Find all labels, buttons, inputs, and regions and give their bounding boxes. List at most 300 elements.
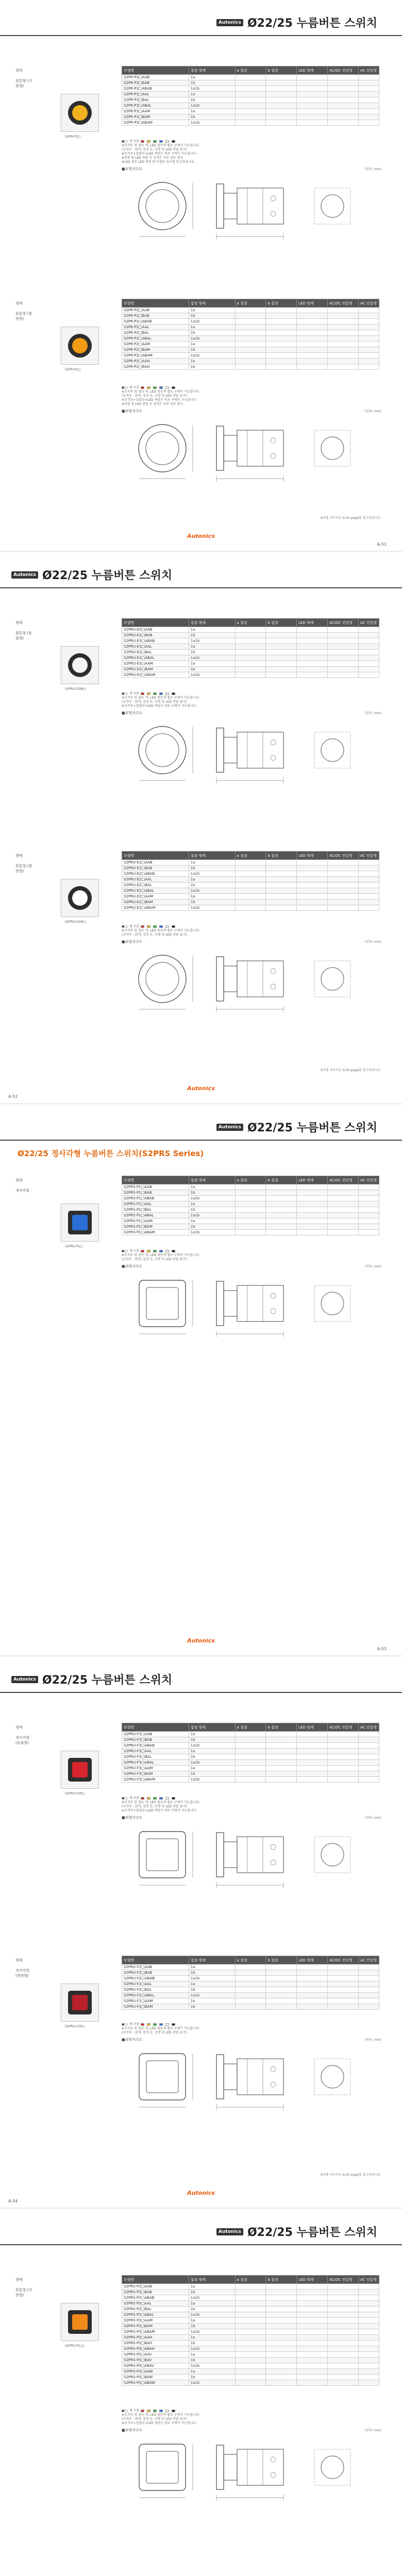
empty-cell: [359, 1998, 379, 2004]
empty-cell: [297, 644, 328, 650]
model-cell: S2PRS-P3□AAB: [122, 2284, 189, 2290]
model-cell: S2PRU-F2□AAM: [122, 1998, 189, 2004]
color-swatch: [153, 925, 157, 928]
table-row: [122, 2341, 379, 2346]
empty-cell: [266, 97, 297, 103]
table-row: [122, 92, 379, 97]
empty-cell: [328, 1213, 359, 1218]
empty-cell: [266, 114, 297, 120]
empty-cell: [266, 672, 297, 678]
empty-cell: [297, 2301, 328, 2307]
empty-cell: [235, 1970, 266, 1976]
contact-cell: 1a: [189, 644, 235, 650]
model-cell: S2PRS-P3□ABAH: [122, 2346, 189, 2352]
color-swatch: [172, 2023, 175, 2026]
spec-notes: [122, 696, 369, 708]
empty-cell: [235, 97, 266, 103]
front-view-inner: [146, 1839, 178, 1871]
empty-cell: [266, 92, 297, 97]
contact-cell: 1a1b: [189, 103, 235, 109]
model-cell: S2PRS-P3□AAM: [122, 2318, 189, 2324]
empty-cell: [359, 877, 379, 883]
contact-cell: 1a: [189, 2301, 235, 2307]
empty-cell: [359, 1207, 379, 1213]
section-kind-label: 형태: [15, 621, 23, 625]
note-line: (조작부 : 흰색, 검정 등, 조명 및 LED 전압 표기): [122, 2031, 187, 2035]
empty-cell: [235, 359, 266, 364]
product-photo: [61, 1751, 99, 1789]
empty-cell: [328, 883, 359, 888]
empty-cell: [266, 1732, 297, 1737]
table-row: [122, 2358, 379, 2363]
note-line: ※조작부 및 점등 색, LED 점등색 별로 구매가 가능합니다.: [122, 929, 200, 933]
model-cell: S2PRU-E3□ABAB: [122, 638, 189, 644]
contact-cell: 1a: [189, 308, 235, 313]
color-swatch: [147, 1250, 150, 1252]
page-title: Ø22/25 누름버튼 스위치: [247, 17, 377, 30]
empty-cell: [359, 894, 379, 900]
dimension-drawing: [129, 1270, 371, 1347]
page-header: [0, 11, 402, 36]
empty-cell: [266, 1184, 297, 1190]
table-row: [122, 80, 379, 86]
empty-cell: [359, 2318, 379, 2324]
empty-cell: [359, 1732, 379, 1737]
color-swatch: [153, 2023, 157, 2026]
empty-cell: [297, 1970, 328, 1976]
model-cell: S2PRU-E2□ABAL: [122, 888, 189, 894]
table-row: [122, 1760, 379, 1766]
table-row: [122, 1754, 379, 1760]
empty-cell: [297, 1184, 328, 1190]
contact-cell: 1a: [189, 109, 235, 114]
empty-cell: [235, 1207, 266, 1213]
model-cell: S2PRS-P1□BAM: [122, 1224, 189, 1230]
empty-cell: [328, 905, 359, 911]
contact-cell: 1b: [189, 2004, 235, 2010]
model-cell: S2PRS-P1□AAB: [122, 1184, 189, 1190]
section-kind-label: 형태: [15, 69, 23, 73]
section-kind-label: 형태: [15, 1178, 23, 1182]
table-row: [122, 871, 379, 877]
empty-cell: [297, 1998, 328, 2004]
empty-cell: [235, 2375, 266, 2380]
empty-cell: [297, 319, 328, 325]
empty-cell: [297, 1987, 328, 1993]
empty-cell: [359, 2363, 379, 2369]
model-cell: S2PR-P2□AAL: [122, 325, 189, 330]
empty-cell: [266, 1760, 297, 1766]
empty-cell: [359, 75, 379, 80]
note-line: (조작부 : 흰색, 검정 등, 조명 및 LED 전압 표기): [122, 394, 187, 398]
empty-cell: [297, 1766, 328, 1771]
table-row: [122, 860, 379, 866]
note-line: (조작부 : 흰색, 검정 등, 조명 및 LED 전압 표기): [122, 1805, 187, 1808]
contact-cell: 1a: [189, 2284, 235, 2290]
empty-cell: [359, 2307, 379, 2312]
empty-cell: [328, 661, 359, 667]
empty-cell: [359, 359, 379, 364]
empty-cell: [235, 2358, 266, 2363]
empty-cell: [297, 2312, 328, 2318]
dimension-drawing: [129, 945, 371, 1023]
empty-cell: [359, 2295, 379, 2301]
empty-cell: [266, 319, 297, 325]
empty-cell: [266, 1190, 297, 1196]
contact-cell: 1b: [189, 667, 235, 672]
product-photo: [61, 1984, 99, 2022]
contact-cell: 1b: [189, 364, 235, 370]
contact-cell: 1b: [189, 883, 235, 888]
empty-cell: [266, 364, 297, 370]
table-row: [122, 1970, 379, 1976]
th-ac: AC 전압형: [359, 852, 379, 860]
empty-cell: [297, 2380, 328, 2386]
contact-cell: 1a1b: [189, 1777, 235, 1783]
catalog-page: [0, 1657, 402, 2208]
th-led: LED 형태: [297, 1723, 328, 1732]
empty-cell: [328, 2004, 359, 2010]
empty-cell: [235, 871, 266, 877]
contact-cell: 1a1b: [189, 353, 235, 359]
model-cell: S2PRU-F3□BAM: [122, 1771, 189, 1777]
empty-cell: [266, 1976, 297, 1981]
th-no: a 접점: [235, 619, 266, 627]
color-swatch: [141, 2410, 144, 2412]
table-row: [122, 319, 379, 325]
empty-cell: [328, 80, 359, 86]
contact-cell: 1a1b: [189, 2380, 235, 2386]
color-swatch: [159, 2410, 163, 2412]
th-contact: 접점 형태: [189, 1956, 235, 1964]
catalog-page: [0, 0, 402, 551]
empty-cell: [266, 1743, 297, 1749]
note-line: ※조작부+접점부+LED 색상은 따로 구매가 가능합니다.: [122, 704, 197, 708]
button-lens: [72, 1215, 88, 1230]
empty-cell: [328, 877, 359, 883]
empty-cell: [328, 644, 359, 650]
empty-cell: [359, 2284, 379, 2290]
table-row: [122, 877, 379, 883]
table-row: [122, 325, 379, 330]
empty-cell: [328, 103, 359, 109]
empty-cell: [235, 364, 266, 370]
empty-cell: [235, 2301, 266, 2307]
dimension-heading: ■외형치수도: [122, 940, 143, 944]
contact-cell: 1a1b: [189, 2329, 235, 2335]
contact-cell: 1a1b: [189, 888, 235, 894]
empty-cell: [235, 86, 266, 92]
empty-cell: [235, 347, 266, 353]
empty-cell: [266, 2312, 297, 2318]
color-legend: [122, 2408, 176, 2413]
product-photo: [61, 879, 99, 917]
table-row: [122, 2284, 379, 2290]
color-legend-label: ●□: 색 구분: [122, 140, 140, 143]
empty-cell: [297, 1754, 328, 1760]
empty-cell: [235, 638, 266, 644]
model-cell: S2PRU-E3□ABAL: [122, 655, 189, 661]
empty-cell: [266, 2295, 297, 2301]
table-row: [122, 2295, 379, 2301]
empty-cell: [297, 75, 328, 80]
table-row: [122, 97, 379, 103]
empty-cell: [328, 627, 359, 633]
note-line: (조작부 : 흰색, 검정 등, 조명 및 LED 전압 표기): [122, 933, 187, 937]
th-model: 모델명: [122, 2276, 189, 2284]
contact-cell: 1a1b: [189, 1230, 235, 1235]
empty-cell: [328, 342, 359, 347]
empty-cell: [359, 1184, 379, 1190]
product-caption: S2PRS-P3□L: [65, 2344, 85, 2348]
empty-cell: [359, 1218, 379, 1224]
contact-cell: 1a: [189, 92, 235, 97]
empty-cell: [266, 2352, 297, 2358]
empty-cell: [235, 1766, 266, 1771]
th-no: a 접점: [235, 2276, 266, 2284]
empty-cell: [235, 2290, 266, 2295]
model-cell: S2PRU-F3□ABAL: [122, 1760, 189, 1766]
empty-cell: [328, 871, 359, 877]
empty-cell: [328, 2375, 359, 2380]
empty-cell: [359, 2358, 379, 2363]
table-row: [122, 2380, 379, 2386]
empty-cell: [297, 655, 328, 661]
empty-cell: [328, 667, 359, 672]
contact-cell: 1b: [189, 1190, 235, 1196]
empty-cell: [359, 364, 379, 370]
empty-cell: [328, 1224, 359, 1230]
empty-cell: [266, 347, 297, 353]
th-nc: b 접점: [266, 2276, 297, 2284]
model-cell: S2PRU-F2□AAL: [122, 1981, 189, 1987]
empty-cell: [328, 1981, 359, 1987]
button-lens: [72, 2314, 88, 2330]
section-kind-label: 형태: [15, 1725, 23, 1730]
color-swatch: [141, 692, 144, 695]
empty-cell: [235, 342, 266, 347]
empty-cell: [266, 1196, 297, 1201]
contact-cell: 1b: [189, 330, 235, 336]
empty-cell: [266, 325, 297, 330]
page-number: A-53: [377, 1647, 387, 1651]
page-header: [0, 564, 402, 588]
empty-cell: [297, 1224, 328, 1230]
section-type-label: 정사각형: [15, 1189, 30, 1193]
table-row: [122, 114, 379, 120]
empty-cell: [235, 353, 266, 359]
empty-cell: [297, 2329, 328, 2335]
table-row: [122, 2335, 379, 2341]
front-view-inner: [146, 734, 179, 767]
th-model: 모델명: [122, 1176, 189, 1184]
empty-cell: [297, 97, 328, 103]
note-line: ※LED 점등 LED 색상 및 미점등 표시를 참고하십시오.: [122, 160, 195, 164]
empty-cell: [266, 1213, 297, 1218]
empty-cell: [359, 661, 379, 667]
contact-cell: 1b: [189, 1737, 235, 1743]
empty-cell: [266, 342, 297, 347]
table-row: [122, 313, 379, 319]
empty-cell: [359, 120, 379, 126]
th-contact: 접점 형태: [189, 66, 235, 75]
front-view-inner: [146, 962, 179, 995]
empty-cell: [297, 342, 328, 347]
empty-cell: [297, 330, 328, 336]
th-nc: b 접점: [266, 1723, 297, 1732]
empty-cell: [328, 1964, 359, 1970]
empty-cell: [328, 2324, 359, 2329]
spec-table: [122, 1723, 379, 1783]
model-cell: S2PR-P2□AAM: [122, 342, 189, 347]
table-row: [122, 894, 379, 900]
empty-cell: [297, 1771, 328, 1777]
contact-cell: 1a: [189, 877, 235, 883]
empty-cell: [235, 308, 266, 313]
empty-cell: [297, 1196, 328, 1201]
color-swatch: [165, 2410, 169, 2412]
empty-cell: [297, 2352, 328, 2358]
contact-cell: 1a: [189, 2318, 235, 2324]
table-row: [122, 1743, 379, 1749]
th-ac: AC 전압형: [359, 1176, 379, 1184]
empty-cell: [328, 1976, 359, 1981]
table-row: [122, 1981, 379, 1987]
table-row: [122, 120, 379, 126]
page-header: [0, 1668, 402, 1693]
spec-notes: [122, 1801, 369, 1813]
empty-cell: [235, 888, 266, 894]
page-title: Ø22/25 누름버튼 스위치: [42, 569, 173, 582]
empty-cell: [297, 359, 328, 364]
product-caption: S2PRU-F2R□: [65, 2025, 86, 2028]
contact-cell: 1a1b: [189, 86, 235, 92]
brand-tag: Autonics: [216, 2228, 243, 2235]
empty-cell: [266, 2335, 297, 2341]
empty-cell: [235, 109, 266, 114]
th-nc: b 접점: [266, 66, 297, 75]
contact-cell: 1a: [189, 627, 235, 633]
contact-cell: 1b: [189, 2341, 235, 2346]
section-type-label: 원통형 (지붕형): [15, 2288, 32, 2297]
empty-cell: [235, 1743, 266, 1749]
empty-cell: [266, 1201, 297, 1207]
table-row: [122, 655, 379, 661]
empty-cell: [235, 1196, 266, 1201]
table-row: [122, 330, 379, 336]
color-swatch: [165, 140, 169, 143]
page-number: A-51: [377, 542, 387, 547]
empty-cell: [359, 1749, 379, 1754]
table-row: [122, 86, 379, 92]
table-row: [122, 905, 379, 911]
th-led-v: AC/DC 전압형: [328, 1956, 359, 1964]
model-cell: S2PRS-P3□AAH: [122, 2335, 189, 2341]
spec-table: [122, 1956, 379, 2010]
color-swatch: [165, 1250, 169, 1252]
empty-cell: [235, 1213, 266, 1218]
th-led-v: AC/DC 전압형: [328, 852, 359, 860]
empty-cell: [359, 86, 379, 92]
catalog-page: [0, 552, 402, 1104]
contact-cell: 1a1b: [189, 1196, 235, 1201]
empty-cell: [235, 2329, 266, 2335]
dimension-drawing: [129, 2434, 371, 2511]
empty-cell: [359, 1754, 379, 1760]
empty-cell: [297, 1777, 328, 1783]
table-row: [122, 1201, 379, 1207]
empty-cell: [297, 2358, 328, 2363]
table-row: [122, 364, 379, 370]
empty-cell: [235, 866, 266, 871]
empty-cell: [235, 1190, 266, 1196]
empty-cell: [328, 364, 359, 370]
empty-cell: [297, 661, 328, 667]
dimension-unit: (단위: mm): [365, 1265, 381, 1268]
empty-cell: [297, 2290, 328, 2295]
product-photo: [61, 327, 99, 365]
color-swatch: [141, 1250, 144, 1252]
empty-cell: [328, 313, 359, 319]
empty-cell: [359, 627, 379, 633]
color-swatch: [172, 1250, 175, 1252]
empty-cell: [359, 2004, 379, 2010]
empty-cell: [359, 2335, 379, 2341]
brand-tag: Autonics: [11, 1676, 38, 1683]
page-number: A-52: [8, 1094, 18, 1099]
empty-cell: [328, 1732, 359, 1737]
page-footnote: ※부품 치수이오 A-50 page를 참고하십시오.: [320, 1069, 381, 1072]
empty-cell: [359, 319, 379, 325]
empty-cell: [266, 877, 297, 883]
page-title: Ø22/25 누름버튼 스위치: [247, 2226, 377, 2239]
color-swatch: [165, 925, 169, 928]
contact-cell: 1a: [189, 1964, 235, 1970]
table-row: [122, 2324, 379, 2329]
page-header: [0, 1116, 402, 1141]
model-cell: S2PRU-F2□BAL: [122, 1987, 189, 1993]
empty-cell: [297, 1207, 328, 1213]
empty-cell: [235, 1981, 266, 1987]
th-led-v: AC/DC 전압형: [328, 299, 359, 308]
empty-cell: [328, 1190, 359, 1196]
empty-cell: [297, 92, 328, 97]
empty-cell: [328, 325, 359, 330]
empty-cell: [266, 1207, 297, 1213]
contact-cell: 1a: [189, 860, 235, 866]
empty-cell: [297, 2324, 328, 2329]
empty-cell: [359, 1766, 379, 1771]
empty-cell: [297, 353, 328, 359]
th-contact: 접점 형태: [189, 852, 235, 860]
empty-cell: [266, 308, 297, 313]
th-contact: 접점 형태: [189, 2276, 235, 2284]
note-line: ※전원 및 LED 전압 등 정격은 주문 정보 참조.: [122, 402, 184, 406]
table-row: [122, 1184, 379, 1190]
table-row: [122, 1766, 379, 1771]
model-cell: S2PRU-E3□AAM: [122, 661, 189, 667]
model-cell: S2PRU-E2□ABAM: [122, 905, 189, 911]
empty-cell: [328, 650, 359, 655]
th-nc: b 접점: [266, 619, 297, 627]
th-nc: b 접점: [266, 852, 297, 860]
empty-cell: [359, 655, 379, 661]
table-row: [122, 650, 379, 655]
empty-cell: [359, 1964, 379, 1970]
front-view-inner: [146, 1287, 178, 1319]
empty-cell: [297, 1743, 328, 1749]
empty-cell: [235, 114, 266, 120]
